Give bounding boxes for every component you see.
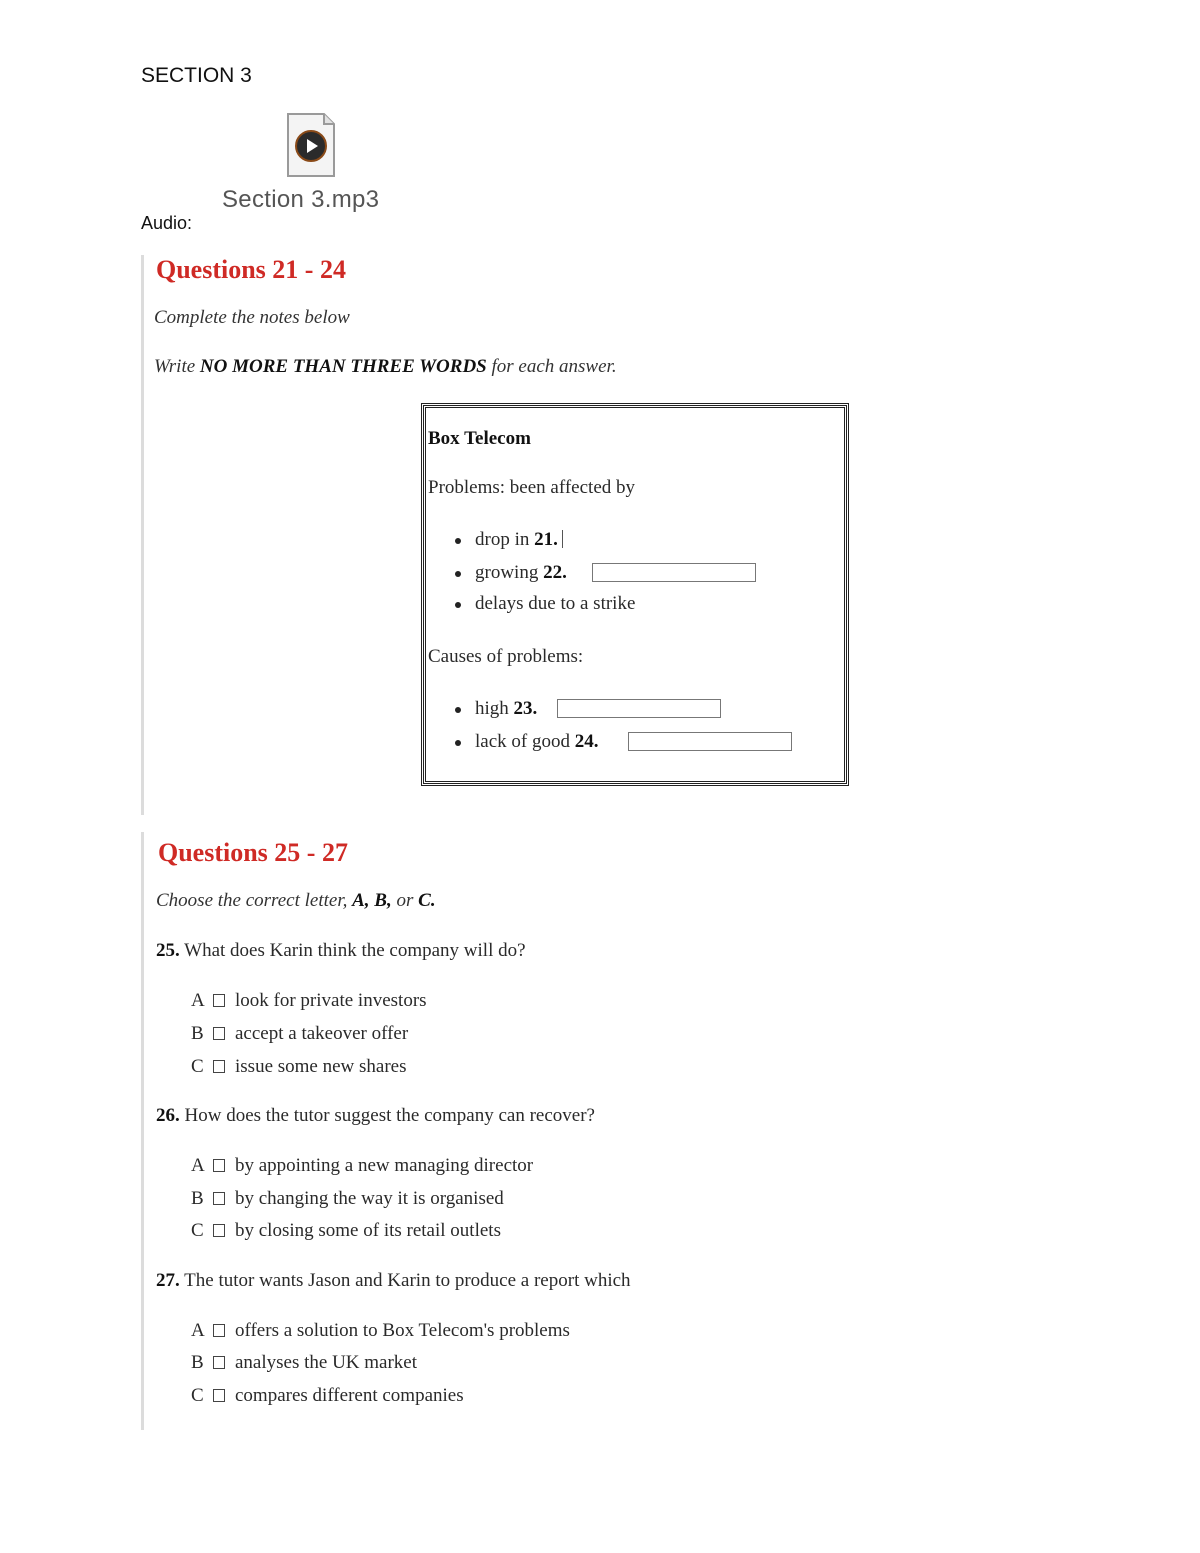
checkbox-icon[interactable] [213, 1192, 225, 1205]
audio-label: Audio: [141, 213, 193, 233]
note-item-21: drop in 21. [475, 529, 563, 551]
option-25-b[interactable]: B accept a takeover offer [191, 1023, 409, 1044]
section-title: SECTION 3 [141, 64, 252, 87]
question-27: 27. The tutor wants Jason and Karin to produce a report which [156, 1270, 631, 1291]
causes-label: Causes of problems: [428, 646, 584, 667]
audio-file-name[interactable]: Section 3.mp3 [222, 186, 380, 213]
checkbox-icon[interactable] [213, 1027, 225, 1040]
bullet-icon [455, 571, 461, 577]
instruction-word-limit: Write NO MORE THAN THREE WORDS for each answer. [154, 356, 617, 377]
checkbox-icon[interactable] [213, 1159, 225, 1172]
problems-label: Problems: been affected by [428, 477, 635, 498]
checkbox-icon[interactable] [213, 1389, 225, 1402]
option-25-c[interactable]: C issue some new shares [191, 1056, 407, 1077]
note-item-24: lack of good 24. [475, 731, 599, 752]
bullet-icon [455, 602, 461, 608]
note-item-22: growing 22. [475, 562, 567, 583]
bullet-icon [455, 740, 461, 746]
checkbox-icon[interactable] [213, 994, 225, 1007]
notes-box [421, 403, 849, 786]
option-27-b[interactable]: B analyses the UK market [191, 1352, 418, 1373]
option-27-c[interactable]: C compares different companies [191, 1385, 464, 1406]
checkbox-icon[interactable] [213, 1356, 225, 1369]
bullet-icon [455, 707, 461, 713]
option-26-b[interactable]: B by changing the way it is organised [191, 1188, 504, 1209]
option-25-a[interactable]: A look for private investors [191, 990, 427, 1011]
option-26-c[interactable]: C by closing some of its retail outlets [191, 1220, 501, 1241]
answer-input-24[interactable] [628, 732, 792, 751]
bullet-icon [455, 538, 461, 544]
group-heading: Questions 21 - 24 [156, 255, 346, 284]
group-heading: Questions 25 - 27 [158, 838, 348, 867]
checkbox-icon[interactable] [213, 1324, 225, 1337]
audio-attachment[interactable] [222, 112, 402, 222]
checkbox-icon[interactable] [213, 1060, 225, 1073]
option-26-a[interactable]: A by appointing a new managing director [191, 1155, 534, 1176]
question-25: 25. What does Karin think the company will do? [156, 940, 526, 961]
answer-input-23[interactable] [557, 699, 721, 718]
question-26: 26. How does the tutor suggest the company can recover? [156, 1105, 595, 1126]
note-item-strike: delays due to a strike [475, 593, 636, 614]
notes-title: Box Telecom [428, 428, 531, 449]
note-item-23: high 23. [475, 698, 538, 719]
checkbox-icon[interactable] [213, 1224, 225, 1237]
answer-input-21[interactable] [562, 530, 563, 548]
answer-input-22[interactable] [592, 563, 756, 582]
instruction-choose-letter: Choose the correct letter, A, B, or C. [156, 890, 436, 911]
audio-file-play-icon [286, 112, 336, 178]
option-27-a[interactable]: A offers a solution to Box Telecom's problems [191, 1320, 570, 1341]
instruction-complete-notes: Complete the notes below [154, 307, 350, 328]
question-group-25-27 [141, 832, 1044, 1430]
